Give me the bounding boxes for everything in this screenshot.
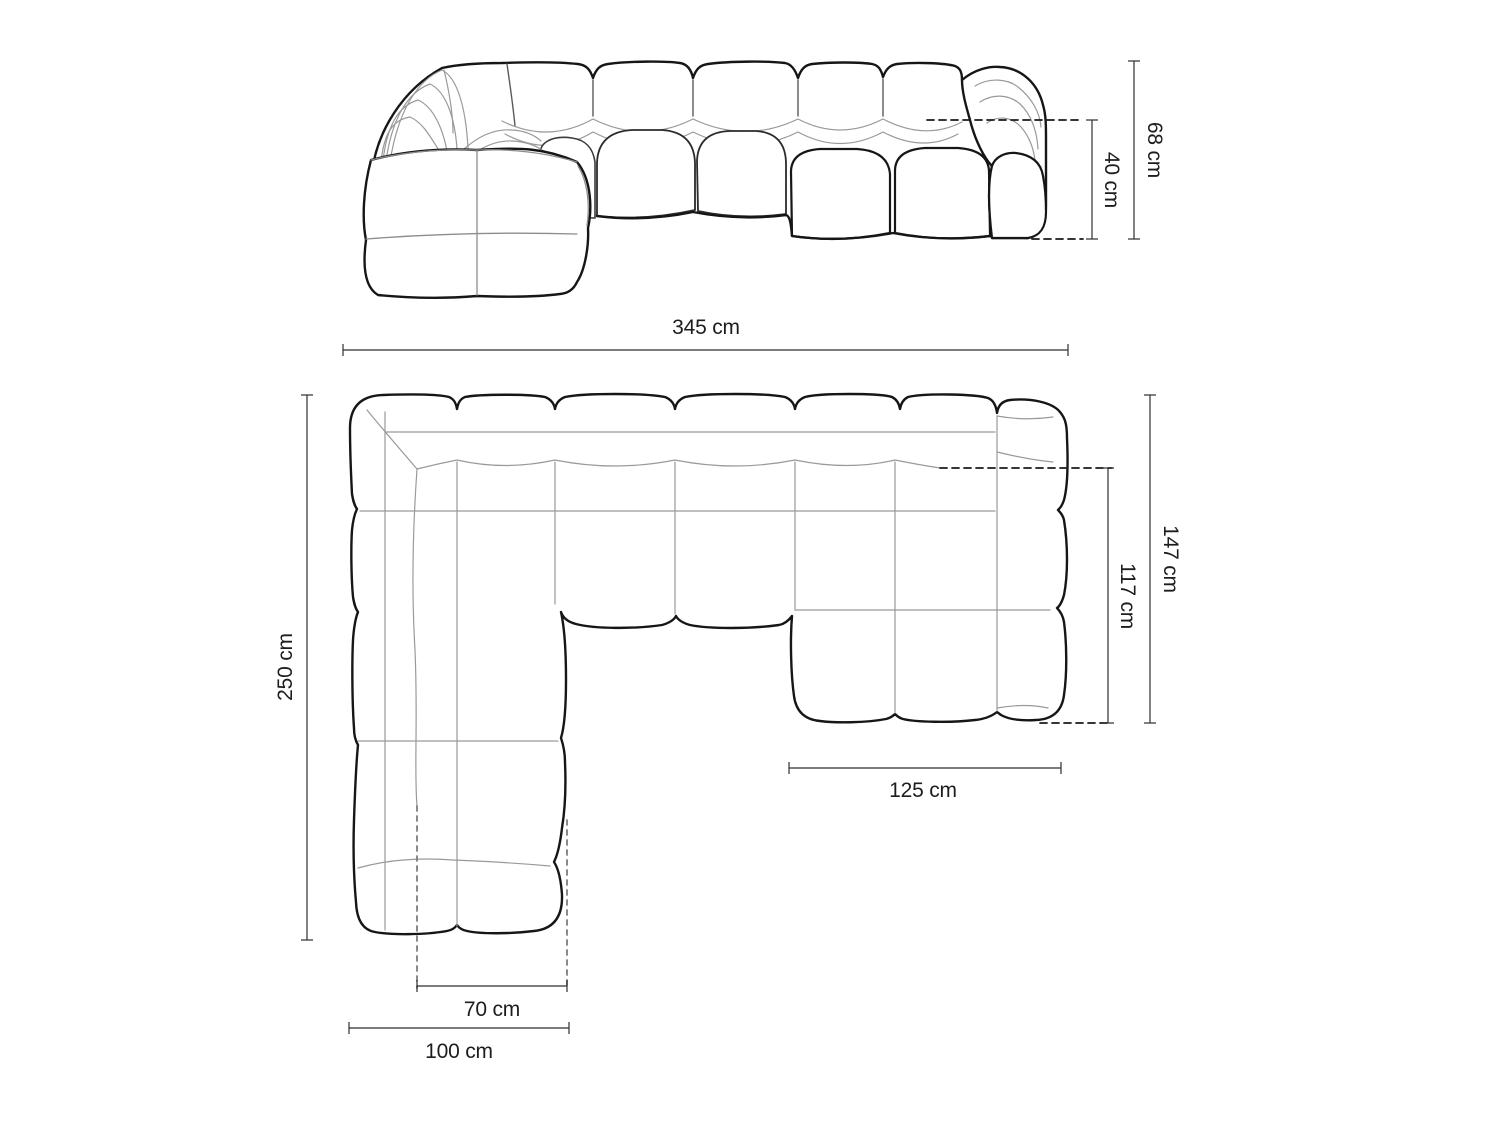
front-right-seat-2 xyxy=(895,148,990,238)
dim-line-total-height xyxy=(1128,61,1140,239)
dim-label-right-section-depth: 147 cm xyxy=(1159,525,1182,593)
front-right-seat-1 xyxy=(791,149,890,239)
dim-label-total-width: 345 cm xyxy=(672,316,740,339)
dim-label-chaise-outer-width: 100 cm xyxy=(425,1040,493,1063)
dim-line-chaise-outer-width xyxy=(349,1022,569,1034)
front-middle-seat-2 xyxy=(697,131,786,216)
dim-line-chaise-inner-width xyxy=(417,980,567,992)
dim-label-total-height: 68 cm xyxy=(1143,121,1166,179)
dim-label-right-section-width: 125 cm xyxy=(889,779,957,802)
dim-line-total-width xyxy=(343,344,1068,356)
top-plan-view xyxy=(350,394,1112,988)
dim-label-total-depth: 250 cm xyxy=(274,633,297,701)
dim-line-right-section-depth xyxy=(1144,395,1156,723)
front-arm-front-bubble xyxy=(989,153,1046,238)
dim-line-right-seat-depth xyxy=(1102,468,1114,723)
dim-label-seat-height: 40 cm xyxy=(1100,151,1123,209)
front-elevation-view xyxy=(364,62,1083,298)
front-middle-seat-1 xyxy=(597,130,695,218)
dim-label-right-seat-depth: 117 cm xyxy=(1116,562,1139,630)
dim-line-right-section-width xyxy=(789,762,1061,774)
plan-outline xyxy=(350,394,1068,934)
dim-line-seat-height xyxy=(1086,120,1098,239)
dim-label-chaise-inner-width: 70 cm xyxy=(463,998,521,1021)
dim-line-total-depth xyxy=(301,395,313,940)
